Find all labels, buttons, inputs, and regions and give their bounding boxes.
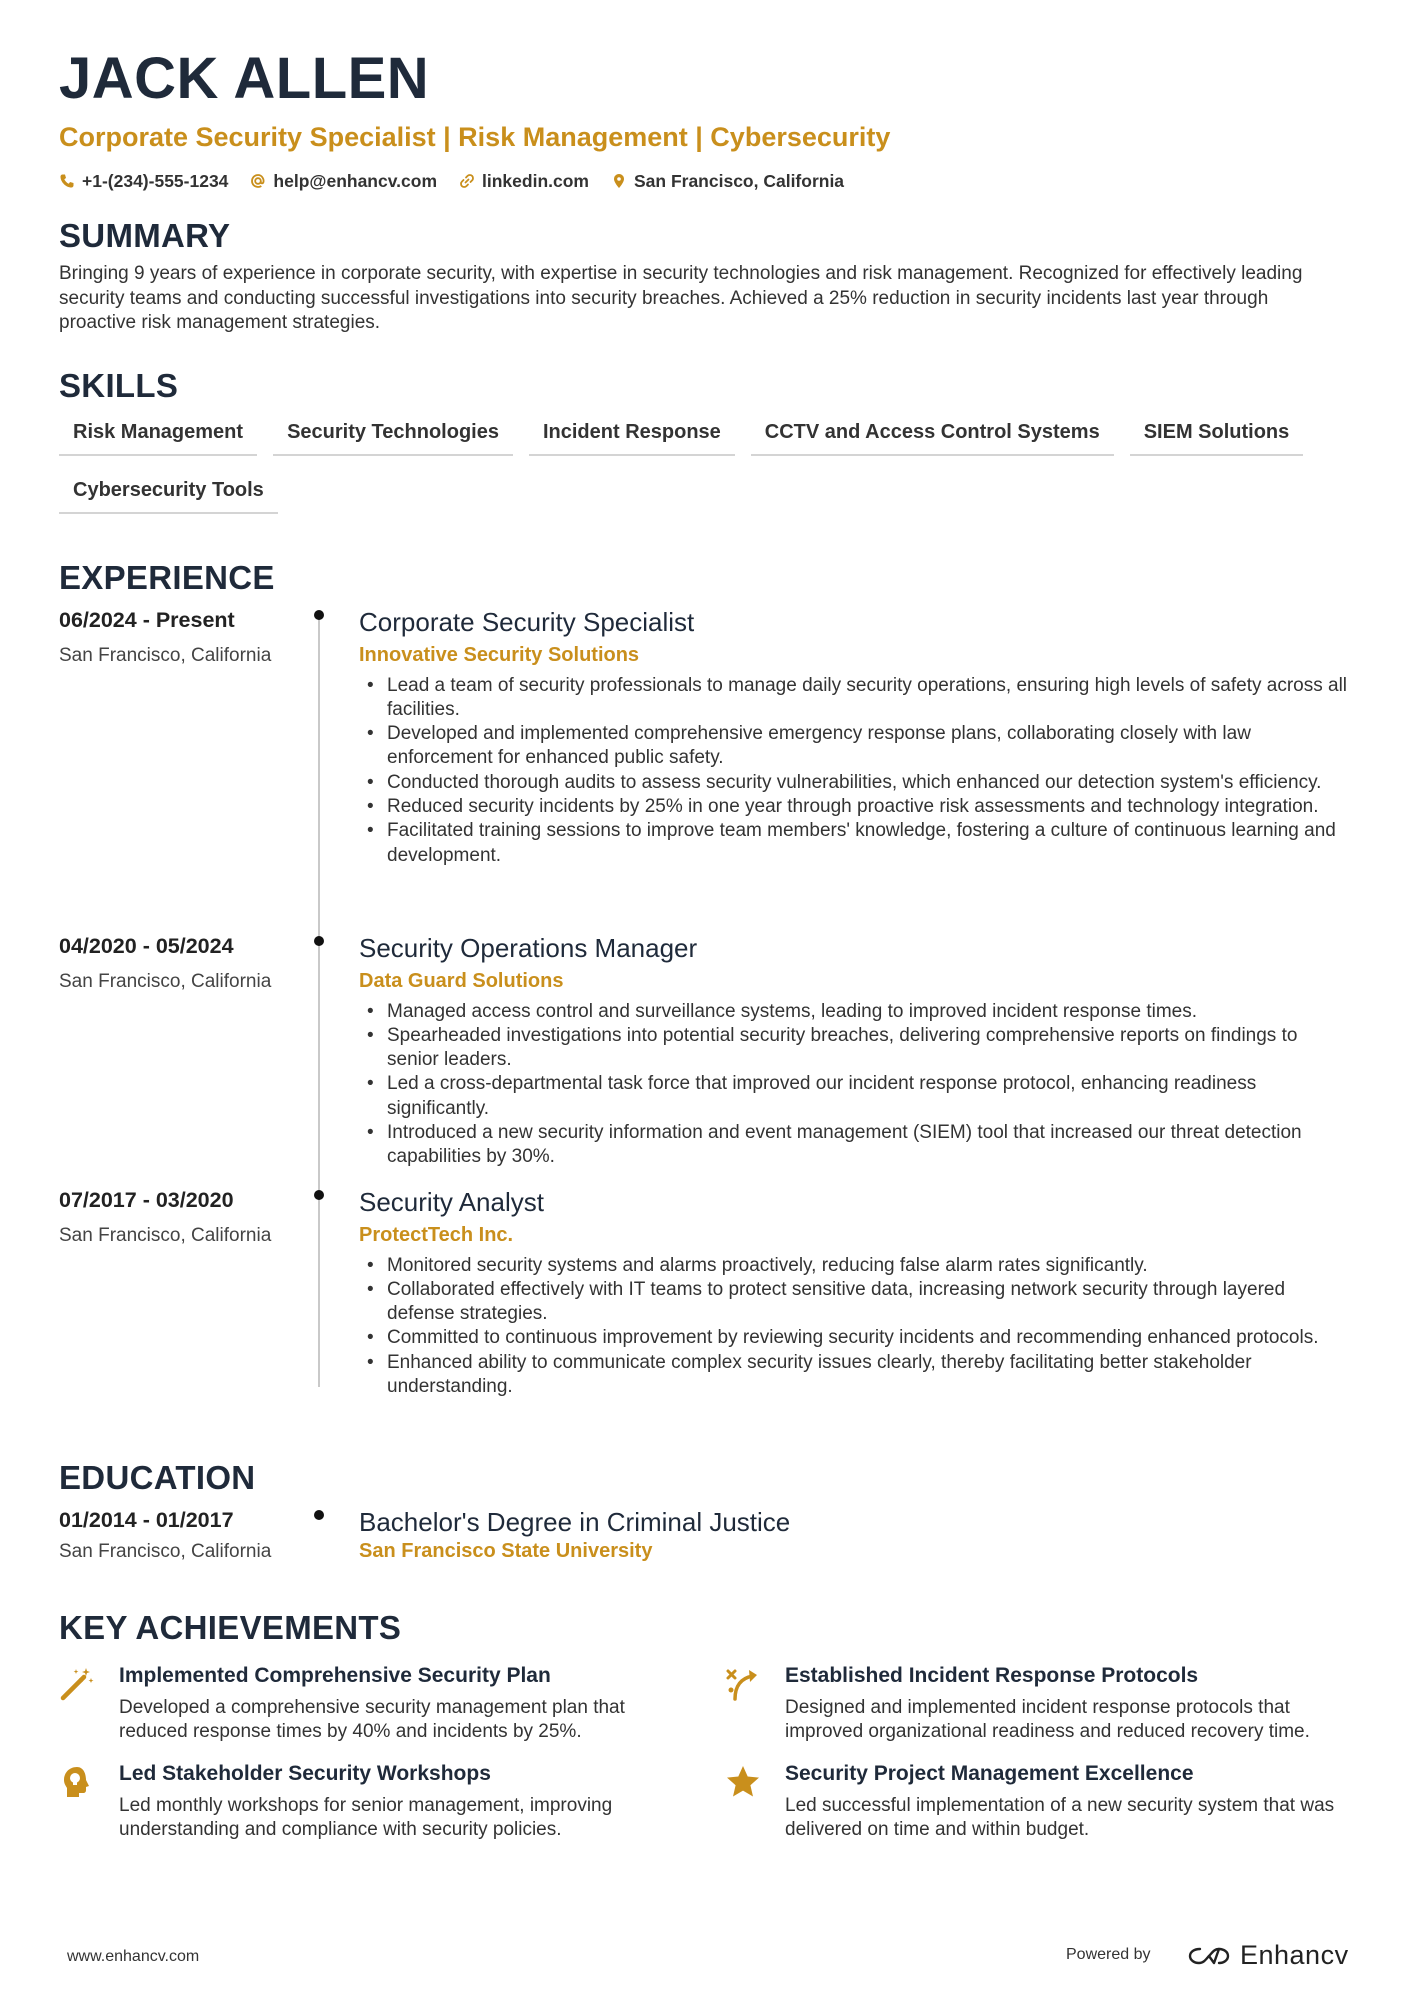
timeline-dot [314, 936, 324, 946]
job-company: ProtectTech Inc. [359, 1223, 514, 1246]
achievements-grid [59, 1662, 1351, 1843]
job-bullets [359, 674, 1351, 868]
job-company: Data Guard Solutions [359, 969, 564, 992]
skills-list [59, 412, 1349, 514]
job-bullet: • Collaborated effectively with IT teams to protect sensitive data, increasing network security through layered defense strategies. [359, 1278, 1351, 1327]
job-bullet: • Led a cross-departmental task force that improved our incident response protocol, enhancing readiness significantly. [359, 1072, 1351, 1121]
contact-phone[interactable] [59, 171, 228, 192]
footer-powered-by: Powered by [1066, 1946, 1151, 1963]
job-company: Innovative Security Solutions [359, 643, 640, 666]
skill-tag: Cybersecurity Tools [59, 470, 278, 514]
job-title: Corporate Security Specialist [359, 606, 695, 637]
achievement-title: Security Project Management Excellence [785, 1762, 1194, 1786]
job-location: San Francisco, California [59, 970, 272, 992]
skill-tag: CCTV and Access Control Systems [751, 412, 1114, 456]
education-heading: EDUCATION [59, 1458, 256, 1496]
skill-tag: Risk Management [59, 412, 257, 456]
contact-linkedin[interactable] [459, 171, 589, 192]
timeline-dot [314, 1190, 324, 1200]
enhancv-logo-icon [1186, 1944, 1232, 1968]
job-location: San Francisco, California [59, 644, 272, 666]
summary-heading: SUMMARY [59, 217, 231, 254]
skills-heading: SKILLS [59, 366, 179, 404]
timeline-dot [314, 610, 324, 620]
skill-tag: Incident Response [529, 412, 735, 456]
job-bullet: • Enhanced ability to communicate complex security issues clearly, thereby facilitating better stakeholder understanding. [359, 1351, 1351, 1400]
job-location: San Francisco, California [59, 1224, 272, 1246]
achievement-description: Led successful implementation of a new security system that was delivered on time and within budget. [785, 1795, 1335, 1841]
timeline-dot [314, 1510, 324, 1520]
experience-timeline [59, 606, 1351, 1458]
job-title: Security Analyst [359, 1186, 544, 1217]
education-location: San Francisco, California [59, 1540, 272, 1562]
strategy-arrow-icon [725, 1666, 761, 1702]
contact-location-text: San Francisco, California [633, 170, 845, 191]
job-bullet: • Introduced a new security information and event management (SIEM) tool that increased our threat detection capabilities by 30%. [359, 1121, 1351, 1170]
education-entry [59, 1506, 1351, 1586]
phone-icon [59, 173, 75, 189]
job-bullet: • Facilitated training sessions to improve team members' knowledge, fostering a culture of continuous learning and development. [359, 819, 1351, 868]
contact-phone-text: +1-(234)-555-1234 [82, 170, 229, 191]
head-lightbulb-icon [59, 1764, 95, 1800]
experience-heading: EXPERIENCE [59, 558, 275, 596]
job-dates: 07/2017 - 03/2020 [59, 1187, 234, 1212]
achievement-item [59, 1760, 725, 1843]
contact-bar [59, 168, 1351, 194]
candidate-name: JACK ALLEN [59, 46, 430, 111]
footer [0, 1938, 1410, 1978]
job-bullets [359, 1254, 1351, 1400]
achievement-item [725, 1760, 1355, 1843]
achievement-description: Developed a comprehensive security management plan that reduced response times by 40% and incidents by 25%. [119, 1696, 625, 1742]
job-dates: 06/2024 - Present [59, 607, 235, 632]
link-icon [459, 173, 475, 189]
job-bullet: • Reduced security incidents by 25% in one year through proactive risk assessments and technology integration. [359, 795, 1351, 819]
job-entry [59, 1186, 1351, 1458]
skill-tag: Security Technologies [273, 412, 513, 456]
enhancv-logo[interactable] [1186, 1940, 1349, 1971]
contact-location [611, 171, 844, 192]
headline: Corporate Security Specialist | Risk Management | Cybersecurity [59, 122, 891, 152]
education-degree: Bachelor's Degree in Criminal Justice [359, 1506, 791, 1537]
job-entry [59, 932, 1351, 1186]
job-bullet: • Managed access control and surveillance systems, leading to improved incident response times. [359, 1000, 1351, 1024]
education-dates: 01/2014 - 01/2017 [59, 1507, 234, 1532]
star-icon [725, 1764, 761, 1800]
job-bullet: • Monitored security systems and alarms proactively, reducing false alarm rates significantly. [359, 1254, 1351, 1278]
summary-text: Bringing 9 years of experience in corporate security, with expertise in security technologies and risk management. Recognized for effectively leading security teams and conducting successful investigations into security breaches. Achieved a 25% reduction in security incidents last year through proactive risk management strategies. [59, 263, 1303, 333]
achievement-description: Designed and implemented incident response protocols that improved organizational readiness and reduced recovery time. [785, 1696, 1310, 1742]
at-icon [250, 173, 266, 189]
achievement-title: Established Incident Response Protocols [785, 1663, 1199, 1687]
location-pin-icon [611, 173, 627, 189]
contact-email-text: help@enhancv.com [273, 170, 438, 191]
contact-linkedin-text: linkedin.com [482, 170, 589, 191]
education-school: San Francisco State University [359, 1539, 653, 1562]
job-entry [59, 606, 1351, 932]
achievement-item [725, 1662, 1355, 1745]
achievement-title: Implemented Comprehensive Security Plan [119, 1663, 551, 1687]
job-dates: 04/2020 - 05/2024 [59, 933, 234, 958]
job-bullet: • Conducted thorough audits to assess security vulnerabilities, which enhanced our detection system's efficiency. [359, 771, 1351, 795]
skill-tag: SIEM Solutions [1130, 412, 1304, 456]
job-bullet: • Developed and implemented comprehensive emergency response plans, collaborating closely with law enforcement for enhanced public safety. [359, 722, 1351, 771]
achievement-item [59, 1662, 725, 1745]
job-bullet: • Spearheaded investigations into potential security breaches, delivering comprehensive reports on findings to senior leaders. [359, 1024, 1351, 1073]
achievements-heading: KEY ACHIEVEMENTS [59, 1608, 402, 1646]
education-timeline [59, 1506, 1351, 1586]
contact-email[interactable] [250, 171, 437, 192]
enhancv-logo-text: Enhancv [1240, 1940, 1349, 1970]
job-title: Security Operations Manager [359, 932, 698, 963]
magic-wand-icon [59, 1666, 95, 1702]
job-bullet: • Committed to continuous improvement by reviewing security incidents and recommending enhanced protocols. [359, 1326, 1351, 1350]
achievement-description: Led monthly workshops for senior management, improving understanding and compliance with security policies. [119, 1795, 613, 1841]
job-bullet: • Lead a team of security professionals to manage daily security operations, ensuring high levels of safety across all facilities. [359, 674, 1351, 723]
achievement-title: Led Stakeholder Security Workshops [119, 1762, 491, 1786]
footer-url[interactable]: www.enhancv.com [67, 1948, 200, 1965]
job-bullets [359, 1000, 1351, 1170]
